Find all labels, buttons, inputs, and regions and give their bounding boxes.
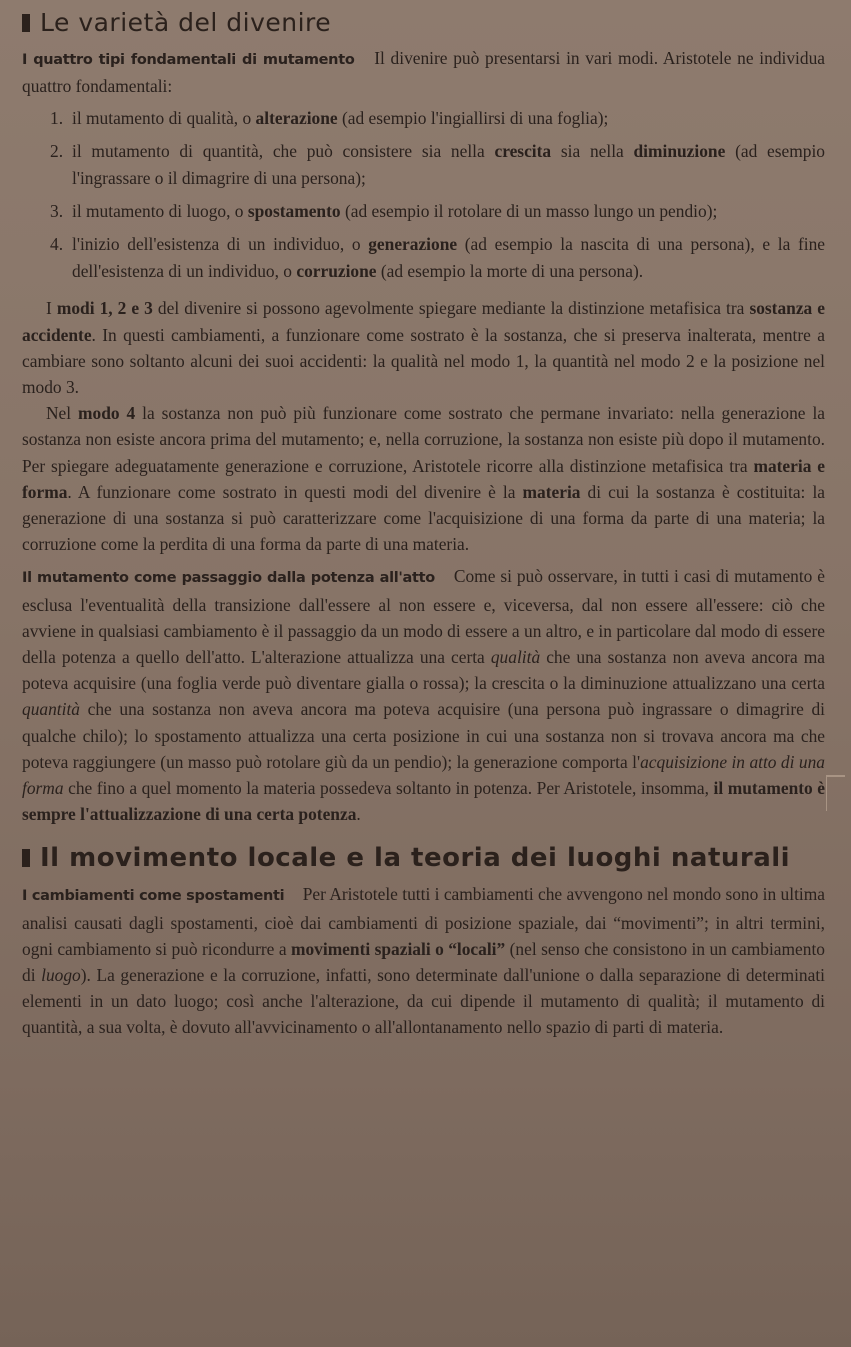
paragraph-mode-4: Nel modo 4 la sostanza non può più funzionare come sostrato che permane invariato: nella generazione la sostanza non esiste ancora prima del mutamento; e, nella corruzione, la sostanza non esiste più dopo il mutamento. Per spiegare adeguatamente generazione e corruzione, Aristotele ricorre alla distinzione metafisica tra materia e forma. A funzionare come sostrato in questi modi del divenire è la materia di cui la sostanza è costituita: la generazione di una sostanza si può caratterizzare come l'acquisizione di una forma da parte di una materia; la corruzione come la perdita di una forma da parte di una materia.: [22, 403, 825, 555]
paragraph-potenza-atto: Il mutamento come passaggio dalla potenza all'atto Come si può osservare, in tutti i casi di mutamento è esclusa l'eventualità della transizione dall'essere al non essere e, viceversa, dal non essere all'essere: ciò che avviene in qualsiasi cambiamento è il passaggio da un modo di essere a un altro, e in particolare dal modo di essere della potenza a quello dell'atto. L'alterazione attualizza una certa qualità che una sostanza non aveva ancora ma poteva acquisire (una foglia verde può diventare gialla o rossa); la crescita o la diminuzione attualizzano una certa quantità che una sostanza non aveva ancora ma poteva acquisire (una persona può ingrassare o dimagrire di qualche chilo); lo spostamento attualizza una certa posizione in cui una sostanza non si trovava ancora ma che poteva raggiungere (un masso può rotolare giù da un pendio); la generazione comporta l'acquisizione in atto di una forma che fino a quel momento la materia possedeva soltanto in potenza. Per Aristotele, insomma, il mutamento è sempre l'attualizzazione di una certa potenza.: [22, 566, 825, 825]
section-title-text: Il movimento locale e la teoria dei luoghi naturali: [40, 843, 791, 874]
paragraph-spostamenti: I cambiamenti come spostamenti Per Aristotele tutti i cambiamenti che avvengono nel mondo sono in ultima analisi causati dagli spostamenti, cioè dai cambiamenti di posizione spaziale, dai “movimenti”; in altri termini, ogni cambiamento si può ricondurre a movimenti spaziali o “locali” (nel senso che consistono in un cambiamento di luogo). La generazione e la corruzione, infatti, sono determinate dall'unione o dalla separazione di determinati elementi in un dato luogo; così anche l'alterazione, da cui dipende il mutamento di qualità; il mutamento di quantità, a sua volta, è dovuto all'avvicinamento o all'allontanamento nello spazio di parti di materia.: [22, 884, 826, 1038]
side-heading: Il mutamento come passaggio dalla potenza all'atto: [22, 570, 435, 587]
margin-bracket-mark: [826, 775, 845, 811]
side-heading: I cambiamenti come spostamenti: [22, 888, 285, 905]
intro-text: Il divenire può presentarsi in vari modi. Aristotele ne individua quattro fondamentali:: [22, 48, 825, 97]
section-title-varieta: [22, 8, 825, 37]
modes-list: [22, 105, 825, 285]
list-item: 4. l'inizio dell'esistenza di un individuo, o generazione (ad esempio la nascita di una persona), e la fine dell'esistenza di un individuo, o corruzione (ad esempio la morte di una persona).: [50, 234, 825, 282]
section-marker-icon: [22, 14, 30, 32]
list-item: 3. il mutamento di luogo, o spostamento (ad esempio il rotolare di un masso lungo un pendio);: [50, 201, 718, 222]
side-heading: I quattro tipi fondamentali di mutamento: [22, 52, 355, 68]
list-item: 2. il mutamento di quantità, che può consistere sia nella crescita sia nella diminuzione (ad esempio l'ingrassare o il dimagrire di una persona);: [50, 141, 825, 189]
section-title-movimento: [22, 843, 825, 873]
section-title-text: Le varietà del divenire: [40, 8, 332, 37]
intro-paragraph: [22, 45, 825, 99]
section-marker-icon: [22, 849, 30, 867]
paragraph-modes-1-3: I modi 1, 2 e 3 del divenire si possono agevolmente spiegare mediante la distinzione metafisica tra sostanza e accidente. In questi cambiamenti, a funzionare come sostrato è la sostanza, che si preserva inalterata, mentre a cambiare sono soltanto alcuni dei suoi accidenti: la qualità nel modo 1, la quantità nel modo 2 e la posizione nel modo 3.: [22, 298, 826, 398]
list-item: 1. il mutamento di qualità, o alterazione (ad esempio l'ingiallirsi di una foglia);: [50, 108, 609, 129]
